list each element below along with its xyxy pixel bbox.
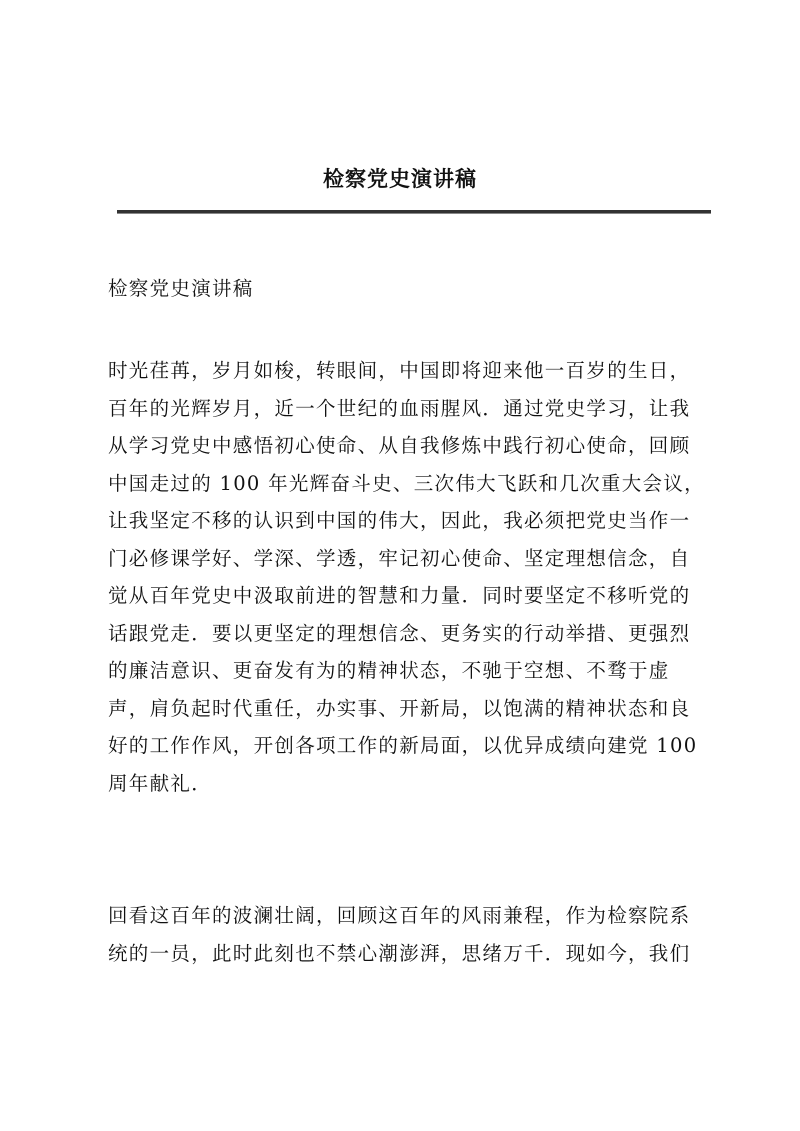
paragraph-2 [108, 897, 712, 972]
paragraph-1-line: 声，肩负起时代重任，办实事、开新局，以饱满的精神状态和良 [108, 696, 691, 720]
document-title: 检察党史演讲稿 [323, 166, 477, 191]
paragraph-1-line: 门必修课学好、学深、学透，牢记初心使命、坚定理想信念，自 [108, 546, 691, 570]
paragraph-1-line: 觉从百年党史中汲取前进的智慧和力量．同时要坚定不移听党的 [108, 584, 691, 607]
paragraph-1-line: 让我坚定不移的认识到中国的伟大，因此，我必须把党史当作一 [108, 509, 691, 532]
paragraph-1 [108, 352, 712, 802]
paragraph-1-line: 百年的光辉岁月，近一个世纪的血雨腥风．通过党史学习，让我 [108, 396, 691, 420]
paragraph-1-line: 的廉洁意识、更奋发有为的精神状态，不驰于空想、不骛于虚 [108, 659, 670, 682]
paragraph-1-line: 周年献礼． [108, 771, 213, 795]
title-divider [117, 210, 711, 214]
paragraph-1-line: 话跟党走．要以更坚定的理想信念、更务实的行动举措、更强烈 [108, 621, 691, 645]
paragraph-2-line: 统的一员，此时此刻也不禁心潮澎湃，思绪万千．现如今，我们 [108, 941, 691, 965]
paragraph-1-line: 时光荏苒，岁月如梭，转眼间，中国即将迎来他一百岁的生日， [108, 359, 691, 382]
subheading: 检察党史演讲稿 [108, 277, 254, 300]
paragraph-2-line: 回看这百年的波澜壮阔，回顾这百年的风雨兼程，作为检察院系 [108, 904, 691, 927]
paragraph-1-line: 中国走过的 100 年光辉奋斗史、三次伟大飞跃和几次重大会议， [108, 471, 705, 495]
paragraph-1-line: 好的工作作风，开创各项工作的新局面，以优异成绩向建党 100 [108, 734, 698, 757]
paragraph-1-line: 从学习党史中感悟初心使命、从自我修炼中践行初心使命，回顾 [108, 434, 691, 457]
